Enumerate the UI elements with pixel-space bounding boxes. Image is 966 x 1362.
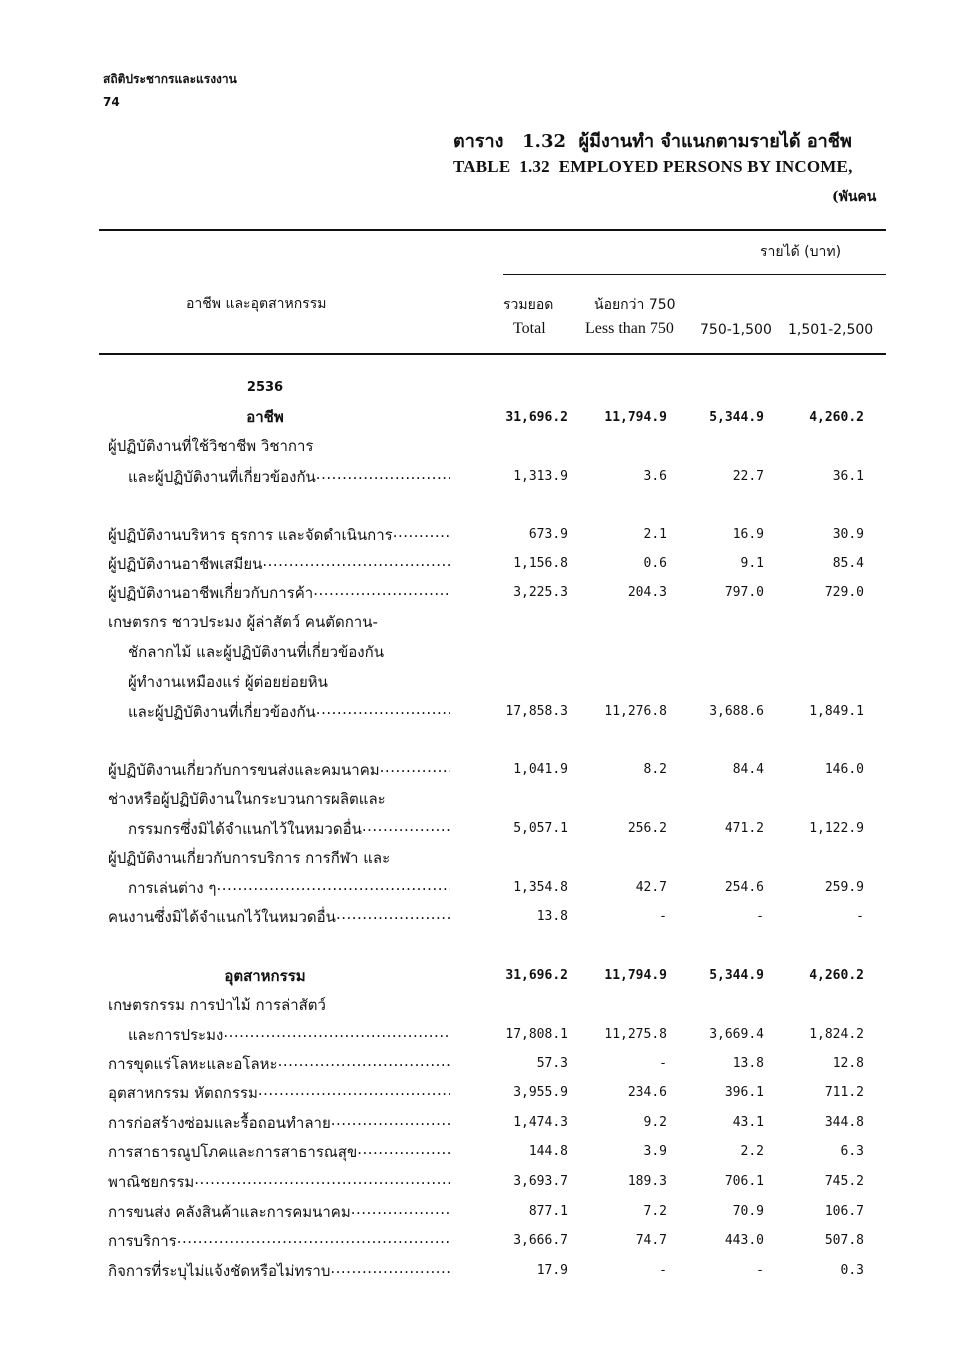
occupation-row-label: ผู้ปฏิบัติงานอาชีพเสมียน .....	[108, 552, 450, 576]
industry-row-label: การขนส่ง คลังสินค้าและการคมนาคม .....	[108, 1200, 450, 1224]
occupation-row-label: ชักลากไม้ และผู้ปฏิบัติงานที่เกี่ยวข้องกัน	[128, 643, 384, 661]
table-cell: 706.1	[724, 1174, 764, 1189]
col-less750-en: Less than 750	[585, 320, 674, 337]
occupation-row-label: ผู้ปฏิบัติงานบริหาร ธุรการ และจัดดำเนินการ .....	[108, 523, 450, 547]
industry-total-750-1500: 5,344.9	[709, 968, 764, 983]
table-cell: 877.1	[528, 1204, 568, 1219]
table-cell: 1,122.9	[809, 821, 864, 836]
col-less750-th: น้อยกว่า 750	[594, 297, 676, 313]
table-cell: 1,474.3	[513, 1115, 568, 1130]
table-cell: 17,858.3	[505, 704, 568, 719]
table-cell: 6.3	[840, 1144, 864, 1159]
table-cell: 11,276.8	[604, 704, 667, 719]
table-cell: -	[659, 1056, 667, 1071]
industry-row-label: การสาธารณูปโภคและการสาธารณสุข .....	[108, 1140, 450, 1164]
occupation-section-heading: อาชีพ	[246, 408, 284, 426]
table-cell: 8.2	[643, 762, 667, 777]
occupation-row-label: และผู้ปฏิบัติงานที่เกี่ยวข้องกัน .....	[128, 700, 450, 724]
col-1501-2500: 1,501-2,500	[788, 322, 874, 338]
table-cell: 3,693.7	[513, 1174, 568, 1189]
table-cell: 204.3	[627, 585, 667, 600]
industry-row-label: เกษตรกรรม การป่าไม้ การล่าสัตว์	[108, 996, 326, 1014]
occupation-total-750-1500: 5,344.9	[709, 410, 764, 425]
table-cell: 3,666.7	[513, 1233, 568, 1248]
table-cell: -	[659, 909, 667, 924]
table-cell: 256.2	[627, 821, 667, 836]
table-cell: 1,156.8	[513, 556, 568, 571]
table-cell: 396.1	[724, 1085, 764, 1100]
table-cell: 30.9	[832, 527, 864, 542]
occupation-row-label: ช่างหรือผู้ปฏิบัติงานในกระบวนการผลิตและ	[108, 790, 386, 808]
table-cell: 3,688.6	[709, 704, 764, 719]
table-cell: -	[756, 909, 764, 924]
occupation-row-label: คนงานซึ่งมิได้จำแนกไว้ในหมวดอื่น .....	[108, 905, 450, 929]
col-total-th: รวมยอด	[503, 297, 554, 313]
table-cell: 0.6	[643, 556, 667, 571]
table-cell: 344.8	[824, 1115, 864, 1130]
table-top-rule	[99, 229, 886, 231]
table-cell: 729.0	[824, 585, 864, 600]
table-cell: 85.4	[832, 556, 864, 571]
table-cell: 711.2	[824, 1085, 864, 1100]
industry-row-label: อุตสาหกรรม หัตถกรรม .....	[108, 1081, 450, 1105]
occupation-row-label: การเล่นต่าง ๆ .....	[128, 876, 450, 900]
industry-section-heading: อุตสาหกรรม	[224, 967, 306, 985]
industry-row-label: การขุดแร่โลหะและอโลหะ .....	[108, 1052, 450, 1076]
occupation-total-total: 31,696.2	[505, 410, 568, 425]
table-cell: 3.9	[643, 1144, 667, 1159]
table-title-english: TABLE 1.32 EMPLOYED PERSONS BY INCOME,	[453, 157, 853, 176]
occupation-total-less750: 11,794.9	[604, 410, 667, 425]
table-cell: 9.2	[643, 1115, 667, 1130]
table-cell: 254.6	[724, 880, 764, 895]
occupation-row-label: ผู้ทำงานเหมืองแร่ ผู้ต่อยย่อยหิน	[128, 673, 328, 691]
table-cell: 471.2	[724, 821, 764, 836]
table-cell: -	[856, 909, 864, 924]
industry-total-1501-2500: 4,260.2	[809, 968, 864, 983]
occupation-row-label: ผู้ปฏิบัติงานอาชีพเกี่ยวกับการค้า .....	[108, 581, 450, 605]
table-cell: 70.9	[732, 1204, 764, 1219]
year-label: 2536	[246, 380, 284, 395]
table-cell: -	[756, 1263, 764, 1278]
table-cell: 0.3	[840, 1263, 864, 1278]
table-cell: 7.2	[643, 1204, 667, 1219]
occupation-row-label: และผู้ปฏิบัติงานที่เกี่ยวข้องกัน .....	[128, 465, 450, 489]
industry-row-label: กิจการที่ระบุไม่แจ้งชัดหรือไม่ทราบ .....	[108, 1259, 450, 1283]
unit-label: (พันคน	[832, 189, 877, 205]
table-cell: 106.7	[824, 1204, 864, 1219]
table-cell: 3,955.9	[513, 1085, 568, 1100]
occupation-row-label: ผู้ปฏิบัติงานเกี่ยวกับการขนส่งและคมนาคม .....	[108, 758, 450, 782]
table-header-bottom-rule	[99, 353, 886, 355]
table-cell: 1,849.1	[809, 704, 864, 719]
table-cell: 745.2	[824, 1174, 864, 1189]
table-cell: 17.9	[536, 1263, 568, 1278]
table-cell: 12.8	[832, 1056, 864, 1071]
table-cell: 2.2	[740, 1144, 764, 1159]
table-cell: 1,354.8	[513, 880, 568, 895]
row-header-label: อาชีพ และอุตสาหกรรม	[186, 296, 327, 312]
income-group-rule	[503, 274, 886, 275]
occupation-row-label: ผู้ปฏิบัติงานเกี่ยวกับการบริการ การกีฬา และ	[108, 849, 391, 867]
table-cell: 74.7	[635, 1233, 667, 1248]
industry-row-label: พาณิชยกรรม .....	[108, 1170, 450, 1194]
industry-row-label: การบริการ .....	[108, 1229, 450, 1253]
table-cell: 234.6	[627, 1085, 667, 1100]
table-cell: 16.9	[732, 527, 764, 542]
table-cell: 36.1	[832, 469, 864, 484]
table-cell: 43.1	[732, 1115, 764, 1130]
table-cell: 57.3	[536, 1056, 568, 1071]
occupation-row-label: ผู้ปฏิบัติงานที่ใช้วิชาชีพ วิชาการ	[108, 437, 314, 455]
page-number: 74	[103, 95, 120, 109]
table-cell: 1,041.9	[513, 762, 568, 777]
table-cell: 5,057.1	[513, 821, 568, 836]
table-cell: 13.8	[732, 1056, 764, 1071]
occupation-row-label: เกษตรกร ชาวประมง ผู้ล่าสัตว์ คนตัดกาน-	[108, 613, 378, 631]
table-cell: 146.0	[824, 762, 864, 777]
table-cell: 13.8	[536, 909, 568, 924]
col-total-en: Total	[513, 320, 546, 337]
table-cell: 797.0	[724, 585, 764, 600]
table-cell: 1,824.2	[809, 1027, 864, 1042]
table-cell: 189.3	[627, 1174, 667, 1189]
industry-total-total: 31,696.2	[505, 968, 568, 983]
table-cell: 22.7	[732, 469, 764, 484]
table-cell: 42.7	[635, 880, 667, 895]
table-cell: 17,808.1	[505, 1027, 568, 1042]
occupation-row-label: กรรมกรซึ่งมิได้จำแนกไว้ในหมวดอื่น .....	[128, 817, 450, 841]
table-cell: 507.8	[824, 1233, 864, 1248]
table-cell: 11,275.8	[604, 1027, 667, 1042]
income-group-heading: รายได้ (บาท)	[760, 244, 842, 260]
occupation-total-1501-2500: 4,260.2	[809, 410, 864, 425]
table-cell: 144.8	[528, 1144, 568, 1159]
industry-row-label: การก่อสร้างซ่อมและรื้อถอนทำลาย .....	[108, 1111, 450, 1135]
table-cell: 3,225.3	[513, 585, 568, 600]
table-cell: 3,669.4	[709, 1027, 764, 1042]
table-cell: 9.1	[740, 556, 764, 571]
table-cell: 3.6	[643, 469, 667, 484]
industry-row-label: และการประมง .....	[128, 1023, 450, 1047]
table-cell: 443.0	[724, 1233, 764, 1248]
col-750-1500: 750-1,500	[700, 322, 772, 338]
table-title-thai: ตาราง 1.32 ผู้มีงานทำ จำแนกตามรายได้ อาชีพ	[453, 131, 852, 152]
book-title: สถิติประชากรและแรงงาน	[103, 72, 237, 86]
table-cell: 673.9	[528, 527, 568, 542]
table-cell: 2.1	[643, 527, 667, 542]
table-cell: 1,313.9	[513, 469, 568, 484]
table-cell: 259.9	[824, 880, 864, 895]
table-cell: 84.4	[732, 762, 764, 777]
industry-total-less750: 11,794.9	[604, 968, 667, 983]
table-cell: -	[659, 1263, 667, 1278]
